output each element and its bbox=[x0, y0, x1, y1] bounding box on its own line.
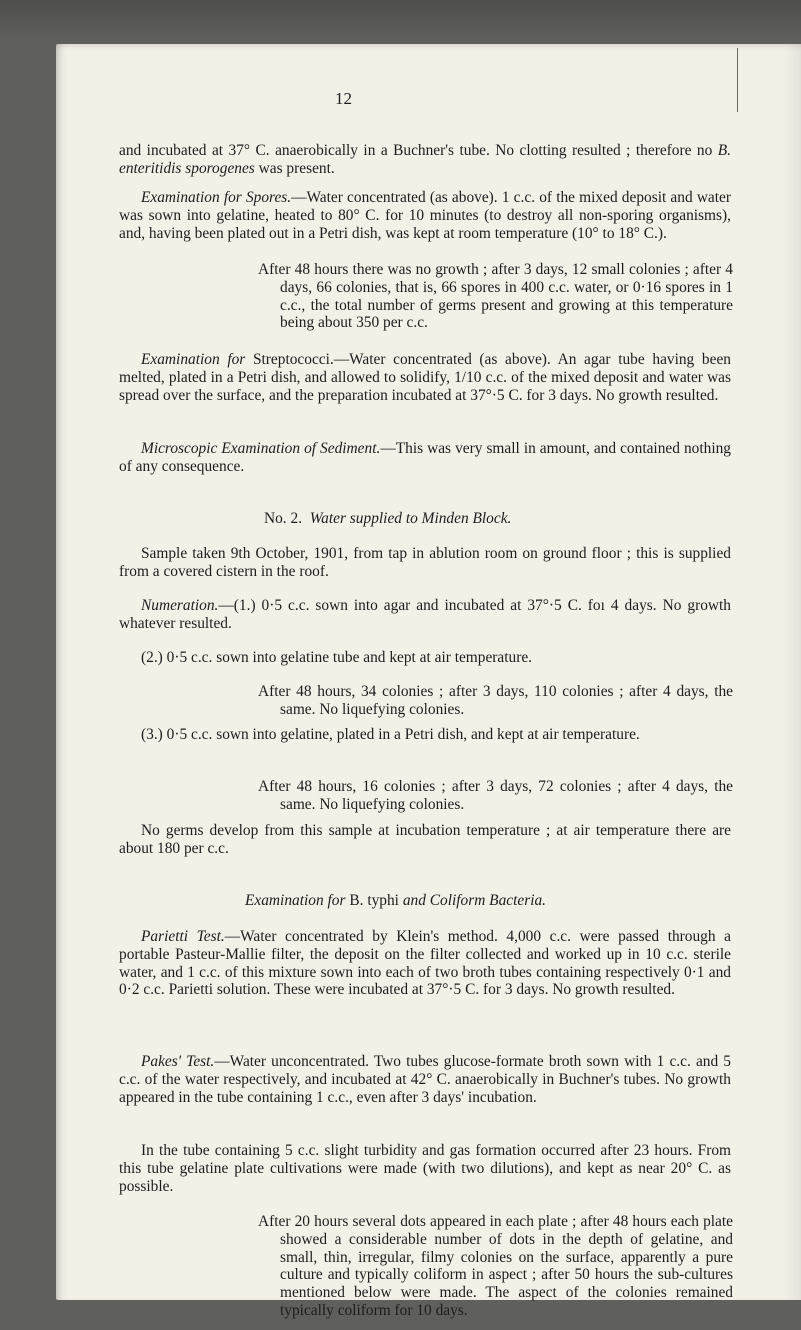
parietti-heading: Parietti Test. bbox=[141, 928, 225, 945]
typhi-heading-c: typhi bbox=[367, 892, 399, 909]
numeration-paragraph bbox=[119, 597, 731, 633]
streptococci-heading-rest: Streptococci. bbox=[252, 351, 334, 368]
section-2-title: Water supplied to Minden Block. bbox=[309, 510, 512, 527]
parietti-text: —Water concentrated by Klein's method. 4,000 c.c. were passed through a portable Pasteur-Mallie filter, the deposit on the filter collected and worked up in 10 c.c. sterile water, and 1 c.c. of this mixture sown into each of two broth tubes containing respectively 0·1 and 0·2 c.c. Parietti solution. These were incubated at 37°·5 C. for 3 days. No growth resulted. bbox=[119, 928, 732, 999]
sample-paragraph bbox=[119, 545, 731, 581]
page-corner-mark bbox=[737, 48, 741, 112]
spores-heading: Examination for Spores. bbox=[141, 189, 292, 206]
page-number: 12 bbox=[335, 89, 352, 108]
section-2-number: No. 2. bbox=[264, 510, 303, 527]
page-shadow bbox=[783, 44, 801, 1300]
streptococci-text: —Water concentrated (as above). An agar tube having been melted, plated in a Petri dish, and allowed to solidify, 1/10 c.c. of the mixed deposit and water was spread over the surface, and the preparation incubated at 37°·5 C. for 3 days. No growth resulted. bbox=[119, 351, 731, 404]
intro-italic-species: B. enteritidis sporogenes bbox=[119, 142, 731, 177]
numeration-2-result bbox=[258, 683, 733, 719]
tube-paragraph bbox=[119, 1142, 731, 1195]
pakes-paragraph bbox=[119, 1053, 731, 1106]
numeration-2-text: (2.) 0·5 c.c. sown into gelatine tube and kept at air temperature. bbox=[141, 649, 533, 666]
numeration-1-text: —(1.) 0·5 c.c. sown into agar and incubated at 37°·5 C. foı 4 days. No growth whatever resulted. bbox=[119, 597, 731, 632]
summary-text: No germs develop from this sample at incubation temperature ; at air temperature there are about 180 per c.c. bbox=[119, 822, 731, 857]
spores-paragraph bbox=[119, 189, 731, 242]
sediment-text: —This was very small in amount, and contained nothing of any consequence. bbox=[119, 440, 731, 475]
streptococci-paragraph bbox=[119, 351, 731, 404]
spores-result-text: After 48 hours there was no growth ; after 3 days, 12 small colonies ; after 4 days, 66 colonies, that is, 66 spores in 400 c.c. water, or 0·16 spores in 1 c.c., the total number of germs present and growing at this temperature being about 350 per c.c. bbox=[258, 261, 733, 332]
spores-result bbox=[258, 261, 733, 332]
streptococci-heading: Examination for bbox=[141, 351, 246, 368]
numeration-3-result-text: After 48 hours, 16 colonies ; after 3 days, 72 colonies ; after 4 days, the same. No liquefying colonies. bbox=[258, 778, 733, 813]
intro-paragraph: and incubated at 37° C. anaerobically in a Buchner's tube. No clotting resulted ; therefore no B. enteritidis sporogenes was present. bbox=[119, 142, 731, 177]
after-paragraph bbox=[258, 1213, 733, 1320]
typhi-heading-d: and Coliform Bacteria. bbox=[402, 892, 547, 909]
numeration-2-result-text: After 48 hours, 34 colonies ; after 3 days, 110 colonies ; after 4 days, the same. No liquefying colonies. bbox=[258, 683, 733, 718]
typhi-heading-b: B. bbox=[349, 892, 364, 909]
typhi-heading bbox=[245, 892, 546, 910]
scan-background bbox=[0, 0, 801, 40]
numeration-2 bbox=[119, 649, 731, 667]
pakes-text: —Water unconcentrated. Two tubes glucose-formate broth sown with 1 c.c. and 5 c.c. of the water respectively, and incubated at 42° C. anaerobically in Buchner's tubes. No growth appeared in the tube containing 1 c.c., even after 3 days' incubation. bbox=[119, 1053, 731, 1106]
parietti-paragraph bbox=[119, 928, 731, 999]
pakes-heading: Pakes' Test. bbox=[141, 1053, 215, 1070]
sediment-heading: Microscopic Examination of Sediment. bbox=[141, 440, 381, 457]
tube-text: In the tube containing 5 c.c. slight turbidity and gas formation occurred after 23 hours. From this tube gelatine plate cultivations were made (with two dilutions), and kept as near 20° C. as possible. bbox=[119, 1142, 731, 1195]
typhi-heading-a: Examination for bbox=[245, 892, 346, 909]
numeration-heading: Numeration. bbox=[141, 597, 219, 614]
section-2-heading bbox=[264, 510, 511, 528]
numeration-3 bbox=[119, 726, 731, 744]
numeration-3-result bbox=[258, 778, 733, 814]
sample-text: Sample taken 9th October, 1901, from tap in ablution room on ground floor ; this is supplied from a covered cistern in the roof. bbox=[119, 545, 731, 580]
numeration-3-text: (3.) 0·5 c.c. sown into gelatine, plated in a Petri dish, and kept at air temperature. bbox=[141, 726, 640, 743]
after-text: After 20 hours several dots appeared in each plate ; after 48 hours each plate showed a considerable number of dots in the depth of gelatine, and small, thin, irregular, filmy colonies on the surface, apparently a pure culture and typically coliform in aspect ; after 50 hours the sub-cultures mentioned below were made. The aspect of the colonies remained typically coliform for 10 days. bbox=[258, 1213, 733, 1319]
summary-paragraph bbox=[119, 822, 731, 858]
sediment-paragraph bbox=[119, 440, 731, 476]
spores-text: —Water concentrated (as above). 1 c.c. of the mixed deposit and water was sown into gelatine, heated to 80° C. for 10 minutes (to destroy all non-sporing organisms), and, having been plated out in a Petri dish, was kept at room temperature (10° to 18° C.). bbox=[119, 189, 731, 242]
